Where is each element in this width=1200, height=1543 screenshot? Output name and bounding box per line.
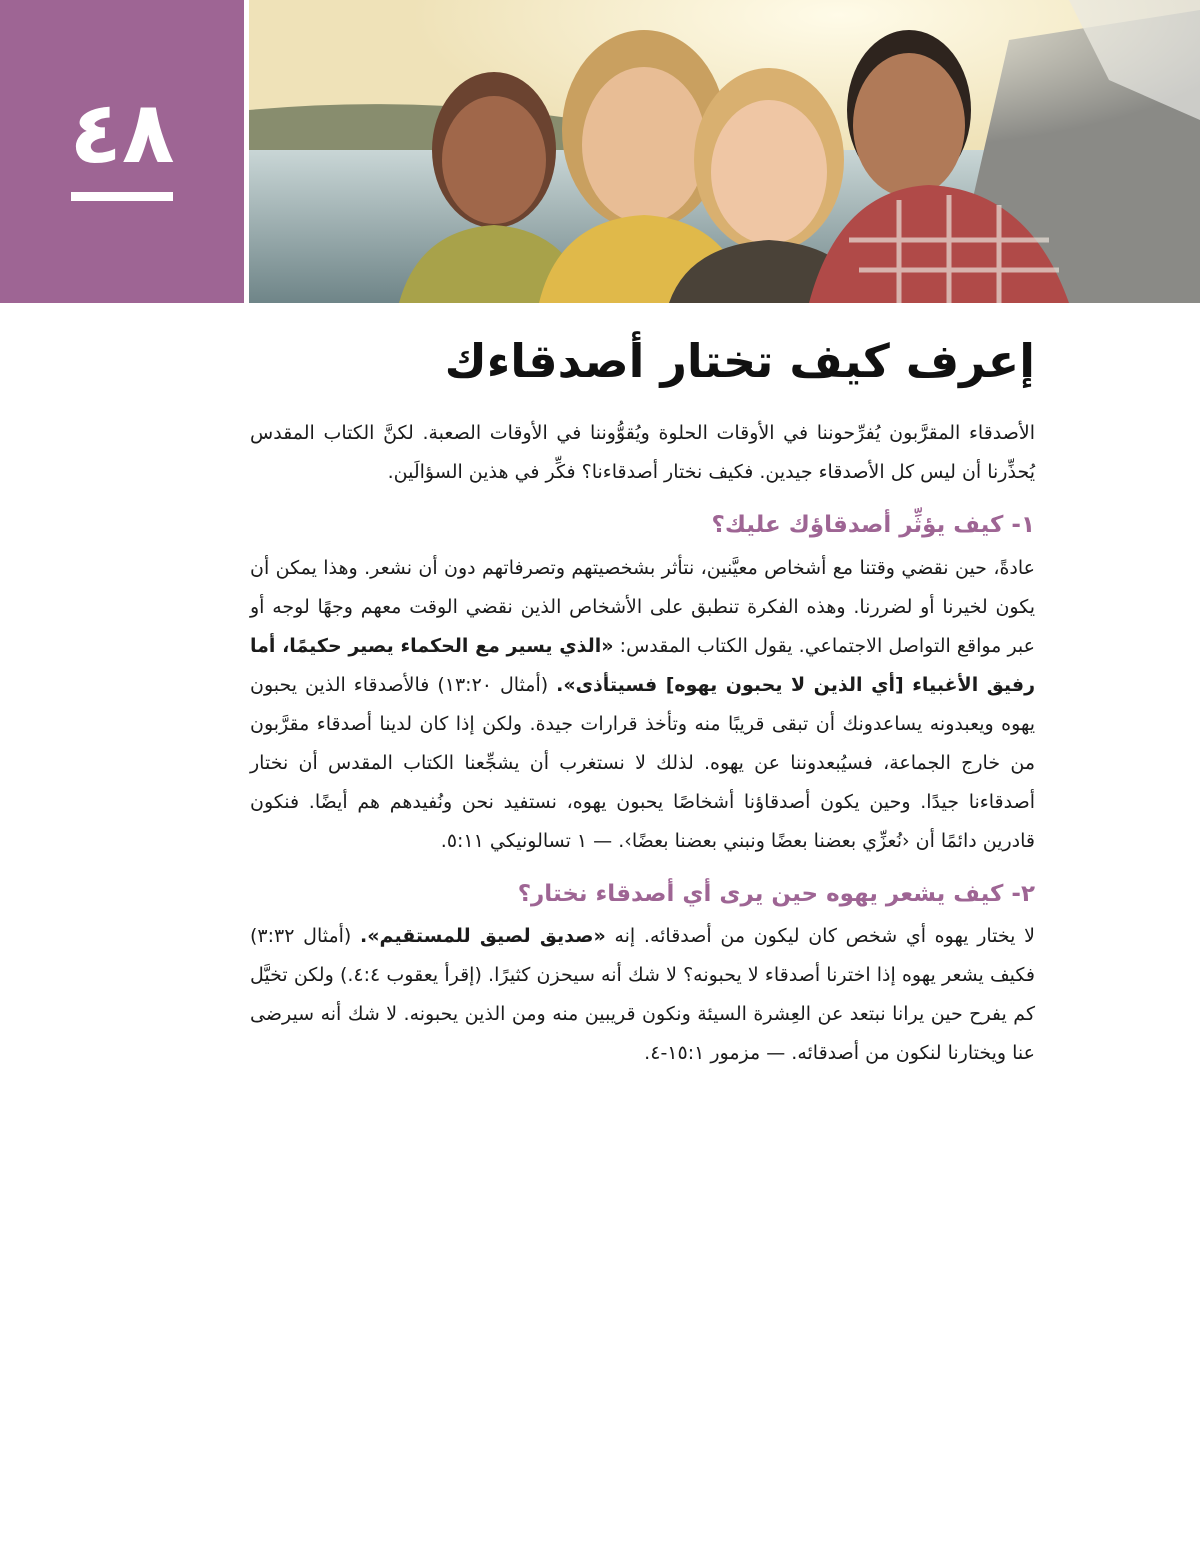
lesson-content	[250, 330, 1035, 1089]
question-heading-2: ٢- كيف يشعر يهوه حين يرى أي أصدقاء نختار؟	[517, 880, 1035, 907]
friends-selfie-photo	[249, 0, 1200, 303]
section-1-quote: «الذي يسير مع الحكماء يصير حكيمًا، أما رفيق الأغبياء [أي الذين لا يحبون يهوه] فسيتأذى».	[250, 634, 1036, 696]
page-title: إعرف كيف تختار أصدقاءك	[444, 334, 1035, 388]
lesson-number-box	[0, 0, 244, 303]
section-2-text-b: (أمثال ٣:٣٢) فكيف يشعر يهوه إذا اخترنا أصدقاء لا يحبونه؟ لا شك أنه سيحزن كثيرًا. (إقرأ يعقوب ٤:٤.) ولكن تخيَّل كم يفرح حين يرانا نبتعد عن العِشرة السيئة ونكون قريبين منه ومن الذين يحبونه. لا شك أنه سيرضى عنا ويختارنا لنكون من أصدقائه. — مزمور ١٥:١-٤.	[250, 925, 1035, 1065]
section-1-text-b: (أمثال ١٣:٢٠) فالأصدقاء الذين يحبون يهوه ويعبدونه يساعدونك أن تبقى قريبًا منه وتأخذ قرارات جيدة. ولكن إذا كان لدينا أصدقاء مقرَّبون من خارج الجماعة، فسيُبعدوننا عن يهوه. لذلك لا نستغرب أن يشجِّعنا الكتاب المقدس أن نختار أصدقاءنا جيدًا. وحين يكون أصدقاؤنا أشخاصًا يحبون يهوه، نستفيد نحن ونُفيدهم هم أيضًا. فنكون قادرين دائمًا أن ‹نُعزِّي بعضنا بعضًا ونبني بعضنا بعضًا›. — ١ تسالونيكي ٥:١١.	[250, 673, 1035, 852]
question-heading-1: ١- كيف يؤثِّر أصدقاؤك عليك؟	[711, 512, 1035, 539]
lesson-number: ٤٨	[69, 83, 175, 183]
section-1-paragraph	[250, 549, 1035, 861]
section-2-quote: «صديق لصيق للمستقيم».	[360, 925, 606, 948]
section-1-text-a: عادةً، حين نقضي وقتنا مع أشخاص معيَّنين، نتأثر بشخصيتهم وتصرفاتهم دون أن نشعر. وهذا يمكن أن يكون لخيرنا أو لضررنا. وهذه الفكرة تنطبق على الأشخاص الذين نقضي الوقت معهم وجهًا لوجه أو عبر مواقع التواصل الاجتماعي. يقول الكتاب المقدس:	[250, 556, 1035, 657]
section-2-paragraph	[250, 917, 1035, 1073]
header-band	[0, 0, 1200, 305]
lesson-number-underline	[71, 192, 173, 201]
intro-paragraph: الأصدقاء المقرَّبون يُفرِّحوننا في الأوقات الحلوة ويُقوُّوننا في الأوقات الصعبة. لكنَّ الكتاب المقدس يُحذِّرنا أن ليس كل الأصدقاء جيدين. فكيف نختار أصدقاءنا؟ فكِّر في هذين السؤالَين.	[250, 422, 1035, 484]
section-2-text-a: لا يختار يهوه أي شخص كان ليكون من أصدقائه. إنه	[605, 925, 1035, 948]
